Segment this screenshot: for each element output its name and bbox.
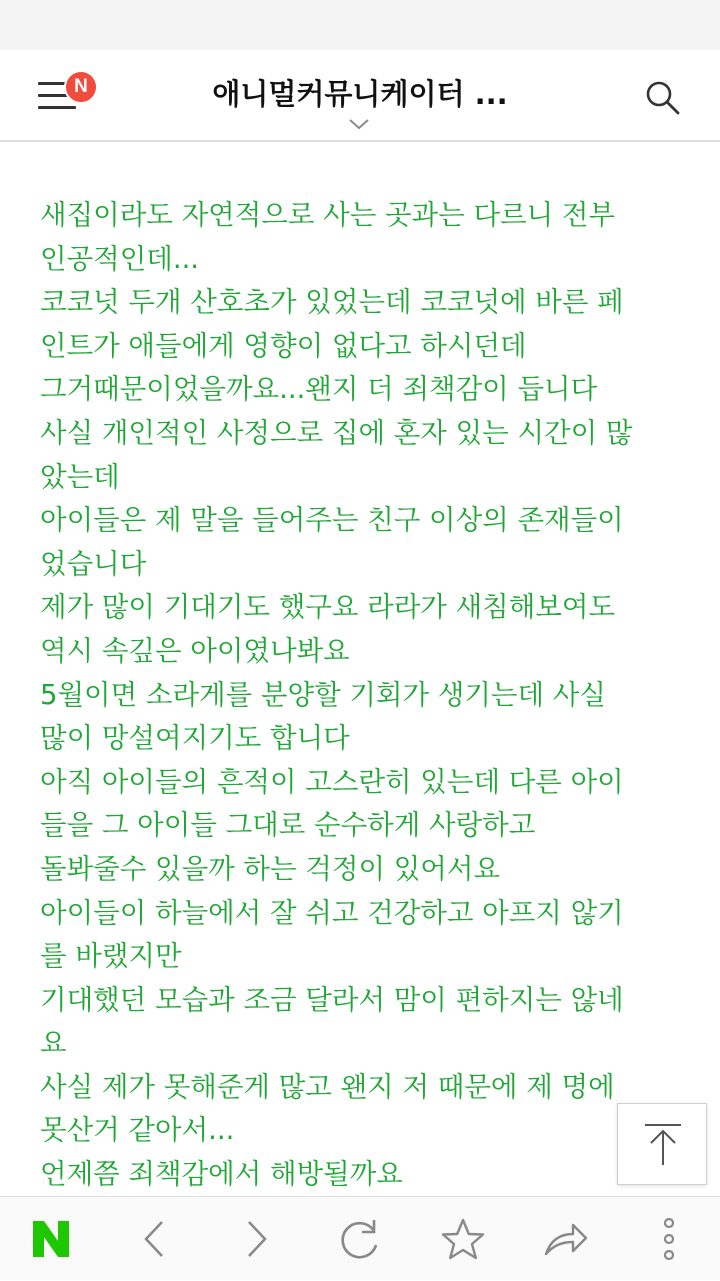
menu-icon-bar: [38, 106, 76, 109]
post-text-line: 그거때문이었을까요...왠지 더 죄책감이 듭니다: [40, 373, 598, 406]
post-text-line: 아이들은 제 말을 들어주는 친구 이상의 존재들이: [40, 504, 624, 537]
bookmark-button[interactable]: [418, 1197, 508, 1281]
post-text-line: 인트가 애들에게 영향이 없다고 하시던데: [40, 329, 527, 362]
post-text-line: 었습니다: [40, 547, 147, 580]
star-icon: [440, 1217, 486, 1261]
post-text-line: 인공적인데...: [40, 242, 200, 275]
page-title[interactable]: 애니멀커뮤니케이터 ...: [212, 77, 508, 111]
post-text-line: 언제쯤 죄책감에서 해방될까요: [40, 1158, 403, 1191]
back-button[interactable]: [109, 1197, 199, 1281]
notification-badge: N: [64, 70, 98, 104]
post-text-line: 코코넛 두개 산호초가 있었는데 코코넛에 바른 페: [40, 286, 624, 319]
chevron-left-icon: [142, 1219, 166, 1259]
post-text-line: 새집이라도 자연적으로 사는 곳과는 다르니 전부: [40, 199, 616, 231]
post-text-line: 아직 아이들의 흔적이 고스란히 있는데 다른 아이: [40, 765, 624, 798]
naver-n-logo-icon: [31, 1219, 71, 1259]
post-text-line: 제가 많이 기대기도 했구요 라라가 새침해보여도: [40, 591, 616, 624]
post-text-line: 역시 속깊은 아이였나봐요: [40, 634, 350, 667]
post-text-line: 아이들이 하늘에서 잘 쉬고 건강하고 아프지 않기: [40, 896, 624, 929]
refresh-icon: [338, 1217, 382, 1261]
chevron-right-icon: [245, 1219, 269, 1259]
header-bar: [0, 50, 720, 142]
post-text-line: 를 바랬지만: [40, 940, 182, 973]
post-text-line: 사실 제가 못해준게 많고 왠지 저 때문에 제 명에: [40, 1070, 615, 1103]
post-content: [40, 194, 700, 1196]
chevron-down-icon[interactable]: [348, 118, 370, 130]
forward-button[interactable]: [212, 1197, 302, 1281]
post-text-line: 많이 망설여지기도 합니다: [40, 722, 350, 755]
post-text-line: 돌봐줄수 있을까 하는 걱정이 있어서요: [40, 852, 501, 885]
bottom-navigation: [0, 1196, 720, 1280]
share-arrow-icon: [543, 1219, 589, 1259]
more-button[interactable]: [624, 1197, 714, 1281]
post-text-line: 기대했던 모습과 조금 달라서 맘이 편하지는 않네: [40, 983, 624, 1016]
scroll-to-top-button[interactable]: [617, 1103, 707, 1185]
naver-home-button[interactable]: [6, 1197, 96, 1281]
refresh-button[interactable]: [315, 1197, 405, 1281]
arrow-up-to-top-icon: [643, 1123, 683, 1167]
post-text-line: 5월이면 소라게를 분양할 기회가 생기는데 사실: [40, 678, 606, 711]
post-text-line: 요: [40, 1027, 67, 1060]
post-text-line: 았는데: [40, 460, 120, 493]
post-text-line: 들을 그 아이들 그대로 순수하게 사랑하고: [40, 809, 536, 842]
status-bar: [0, 0, 720, 50]
post-text-line: 못산거 같아서...: [40, 1114, 235, 1147]
post-text-line: 사실 개인적인 사정으로 집에 혼자 있는 시간이 많: [40, 416, 633, 449]
share-button[interactable]: [521, 1197, 611, 1281]
more-vertical-icon: [662, 1217, 676, 1261]
search-icon[interactable]: [645, 80, 681, 116]
